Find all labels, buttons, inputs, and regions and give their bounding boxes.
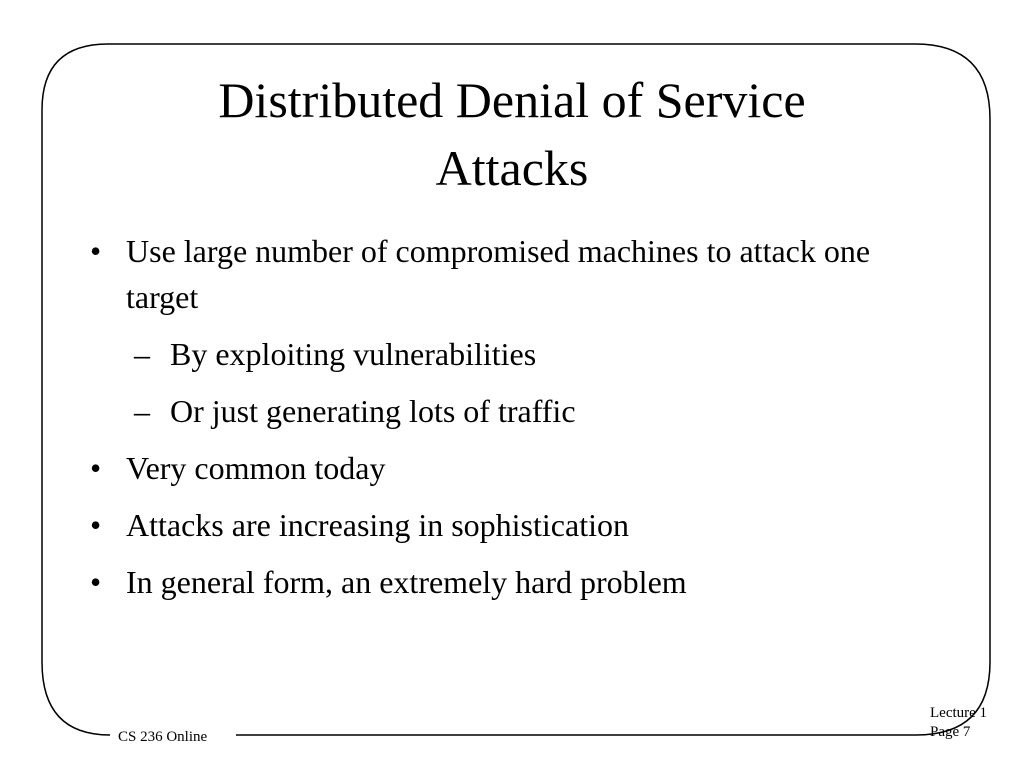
bullet-item xyxy=(90,502,930,548)
dash-marker: – xyxy=(134,336,150,372)
sub-bullet-item xyxy=(90,388,930,434)
bullet-text: In general form, an extremely hard problem xyxy=(126,564,687,600)
bullet-marker: • xyxy=(90,507,102,543)
bullet-text: Very common today xyxy=(126,450,386,486)
title-line-1: Distributed Denial of Service xyxy=(218,72,806,128)
bullet-marker: • xyxy=(90,233,102,269)
footer-course-label: CS 236 Online xyxy=(118,729,208,745)
title-line-2: Attacks xyxy=(435,140,589,196)
bullet-marker: • xyxy=(90,564,102,600)
slide-title xyxy=(0,66,1024,202)
footer-lecture-label: Lecture 1 xyxy=(930,705,988,721)
sub-bullet-text: By exploiting vulnerabilities xyxy=(170,336,537,372)
footer-page-number: Page 7 xyxy=(930,724,971,740)
dash-marker: – xyxy=(134,393,150,429)
bullet-item xyxy=(90,228,930,320)
sub-bullet-item xyxy=(90,331,930,377)
bullet-list xyxy=(90,228,930,616)
bullet-text: Attacks are increasing in sophistication xyxy=(126,507,629,543)
bullet-text: Use large number of compromised machines to attack one target xyxy=(126,233,871,315)
bullet-item xyxy=(90,559,930,605)
bullet-marker: • xyxy=(90,450,102,486)
sub-bullet-text: Or just generating lots of traffic xyxy=(170,393,576,429)
footer-page-info xyxy=(930,704,987,742)
bullet-item xyxy=(90,445,930,491)
